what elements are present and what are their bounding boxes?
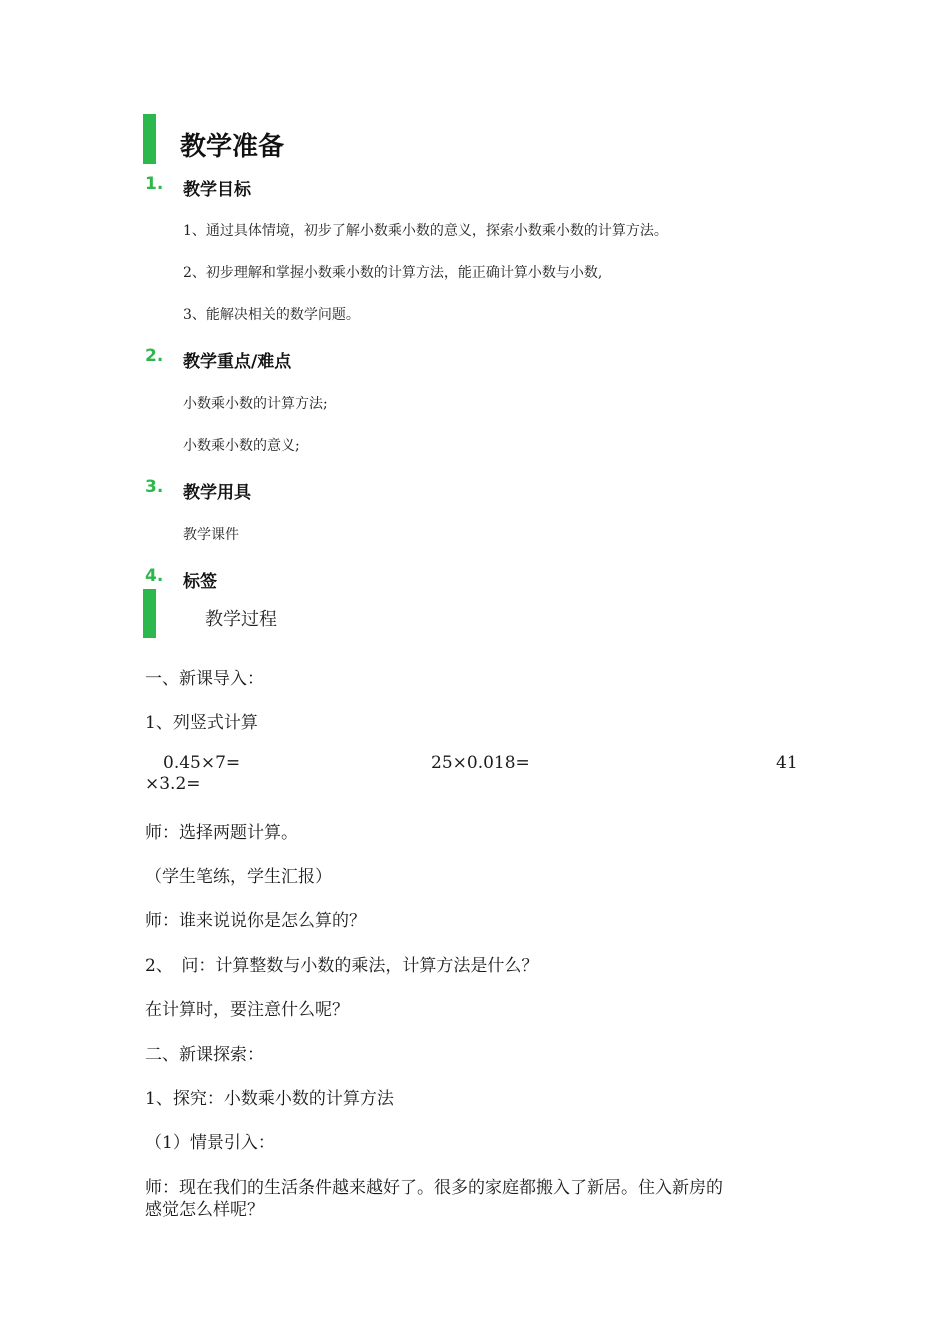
process-line-3: 师：选择两题计算。 xyxy=(145,823,298,843)
process-line-6: 2、 问：计算整数与小数的乘法，计算方法是什么？ xyxy=(145,956,539,976)
title-accent-bar xyxy=(143,114,156,164)
exercise-3-part-1: 41 xyxy=(776,753,798,773)
process-line-4: （学生笔练，学生汇报） xyxy=(145,867,332,887)
tools-line-1: 教学课件 xyxy=(183,527,239,543)
process-line-8: 二、新课探索： xyxy=(145,1045,264,1065)
process-line-9: 1、探究：小数乘小数的计算方法 xyxy=(145,1089,394,1109)
process-line-5: 师：谁来说说你是怎么算的？ xyxy=(145,911,366,931)
section-heading-key-points: 教学重点/难点 xyxy=(183,352,292,372)
process-line-2: 1、列竖式计算 xyxy=(145,713,258,733)
process-line-11: 师：现在我们的生活条件越来越好了。很多的家庭都搬入了新居。住入新房的 xyxy=(145,1178,723,1198)
process-line-1: 一、新课导入： xyxy=(145,669,264,689)
section-number-4: 4. xyxy=(145,566,164,586)
exercise-1: 0.45×7= xyxy=(163,753,241,773)
process-line-12: 感觉怎么样呢？ xyxy=(145,1200,264,1220)
objective-line-2: 2、初步理解和掌握小数乘小数的计算方法，能正确计算小数与小数, xyxy=(183,265,603,281)
section-number-2: 2. xyxy=(145,346,164,366)
objective-line-1: 1、通过具体情境，初步了解小数乘小数的意义，探索小数乘小数的计算方法。 xyxy=(183,223,668,239)
section-number-1: 1. xyxy=(145,174,164,194)
prep-title: 教学准备 xyxy=(180,132,285,162)
key-point-line-2: 小数乘小数的意义; xyxy=(183,438,300,454)
key-point-line-1: 小数乘小数的计算方法; xyxy=(183,396,328,412)
section-number-3: 3. xyxy=(145,477,164,497)
process-title: 教学过程 xyxy=(205,609,277,630)
exercise-2: 25×0.018= xyxy=(431,753,530,773)
section-heading-tags: 标签 xyxy=(183,572,217,592)
process-line-10: （1）情景引入： xyxy=(145,1133,275,1153)
exercise-3-part-2: ×3.2= xyxy=(145,774,201,794)
objective-line-3: 3、能解决相关的数学问题。 xyxy=(183,307,360,323)
section-heading-objectives: 教学目标 xyxy=(183,180,251,200)
section-heading-tools: 教学用具 xyxy=(183,483,251,503)
process-accent-bar xyxy=(143,589,156,638)
process-line-7: 在计算时，要注意什么呢？ xyxy=(145,1000,349,1020)
